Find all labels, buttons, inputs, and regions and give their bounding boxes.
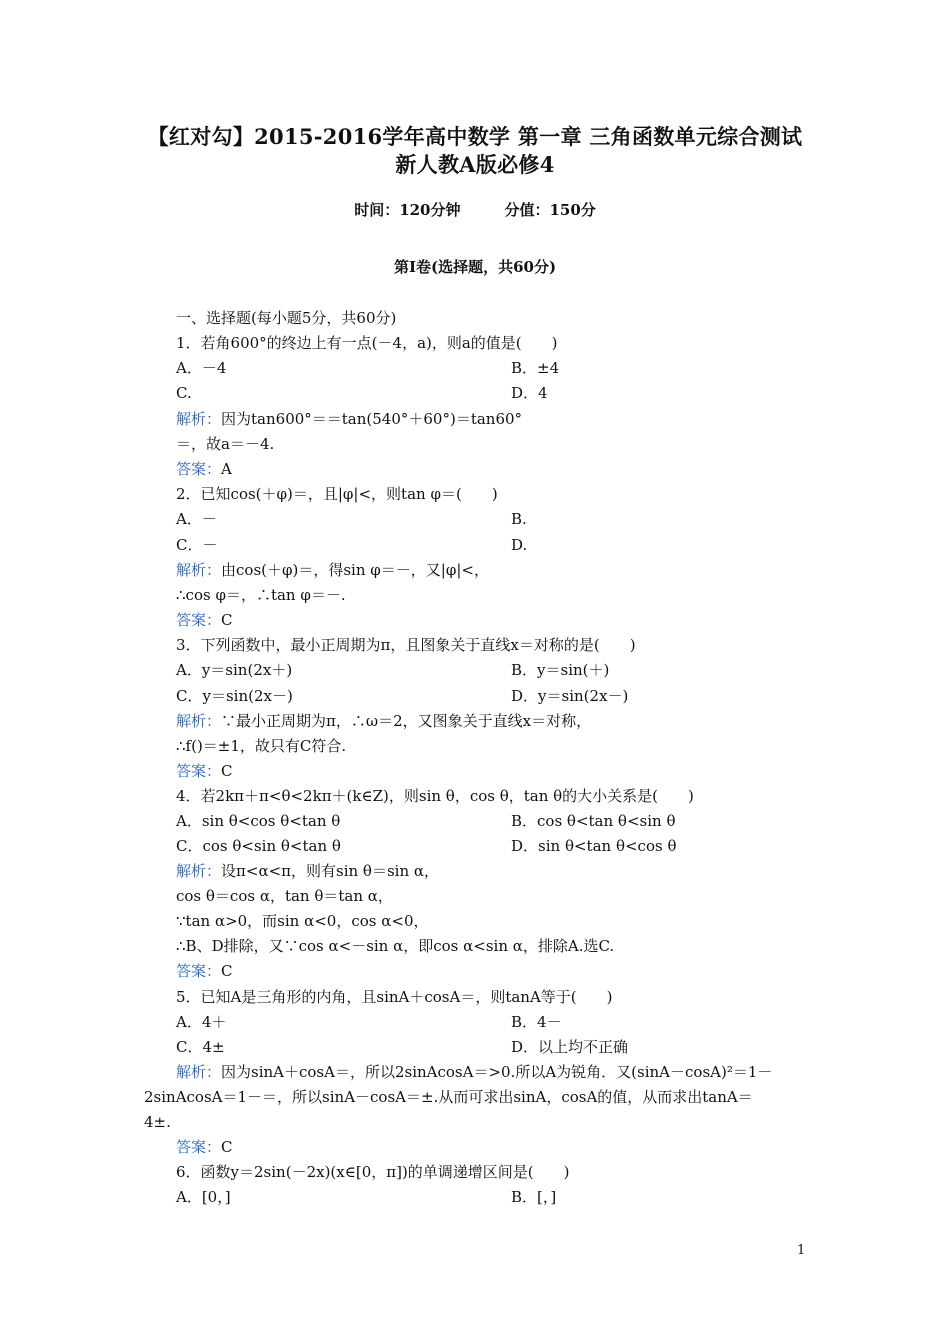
q3-analysis-text-1: ∵最小正周期为π，∴ω＝2，又图象关于直线x＝对称， xyxy=(221,712,592,730)
question-4: 4．若2kπ＋π<θ<2kπ＋(k∈Z)，则sin θ，cos θ，tan θ的大小关系是( ) xyxy=(176,787,694,805)
section-heading: 第Ⅰ卷(选择题，共60分) xyxy=(393,258,557,276)
question-6: 6．函数y＝2sin(－2x)(x∈[0，π])的单调递增区间是( ) xyxy=(176,1163,570,1181)
q1-analysis xyxy=(176,409,522,429)
analysis-label: 解析： xyxy=(176,561,222,579)
part-heading: 一、选择题(每小题5分，共60分) xyxy=(176,309,397,327)
q3-answer xyxy=(176,761,233,781)
q2-analysis-text-1: 由cos(＋φ)＝，得sin φ＝－，又|φ|<， xyxy=(221,561,489,579)
question-5: 5．已知A是三角形的内角，且sinA＋cosA＝，则tanA等于( ) xyxy=(176,988,613,1006)
q6-option-a: A．[0，] xyxy=(176,1188,231,1206)
question-3: 3．下列函数中，最小正周期为π，且图象关于直线x＝对称的是( ) xyxy=(176,636,636,654)
q5-analysis xyxy=(176,1062,772,1082)
q3-analysis xyxy=(176,711,591,731)
q4-answer-value: C xyxy=(221,962,233,980)
q5-option-b: B．4－ xyxy=(511,1013,562,1031)
q3-analysis-text-2: ∴f()＝±1，故只有C符合. xyxy=(176,737,347,755)
page-number: 1 xyxy=(797,1243,806,1258)
q1-answer-value: A xyxy=(221,460,232,478)
answer-label: 答案： xyxy=(176,460,222,478)
q3-option-d: D．y＝sin(2x－) xyxy=(511,687,629,705)
document-title-line-1: 【红对勾】2015-2016学年高中数学 第一章 三角函数单元综合测试 xyxy=(147,124,803,149)
q1-option-a: A．－4 xyxy=(176,359,227,377)
q3-option-b: B．y＝sin(＋) xyxy=(511,661,610,679)
q5-answer xyxy=(176,1137,233,1157)
exam-info xyxy=(0,199,950,220)
q4-answer xyxy=(176,961,233,981)
q3-option-a: A．y＝sin(2x＋) xyxy=(176,661,293,679)
q2-option-d: D. xyxy=(511,536,528,554)
q2-answer-value: C xyxy=(221,611,233,629)
q3-option-c: C．y＝sin(2x－) xyxy=(176,687,293,705)
q5-option-d: D．以上均不正确 xyxy=(511,1038,629,1056)
q4-option-d: D．sin θ<tan θ<cos θ xyxy=(511,837,677,855)
q2-option-a: A．－ xyxy=(176,510,217,528)
q5-option-a: A．4＋ xyxy=(176,1013,227,1031)
q1-option-b: B．±4 xyxy=(511,359,560,377)
analysis-label: 解析： xyxy=(176,862,222,880)
q1-analysis-text-2: ＝，故a＝－4. xyxy=(176,435,275,453)
q4-analysis-text-4: ∴B、D排除，又∵cos α<－sin α，即cos α<sin α，排除A.选C. xyxy=(176,937,615,955)
answer-label: 答案： xyxy=(176,1138,222,1156)
q4-analysis-text-2: cos θ＝cos α，tan θ＝tan α， xyxy=(176,887,393,905)
q4-option-b: B．cos θ<tan θ<sin θ xyxy=(511,812,676,830)
q4-analysis-text-3: ∵tan α>0，而sin α<0，cos α<0， xyxy=(176,912,429,930)
q2-option-b: B. xyxy=(511,510,527,528)
answer-label: 答案： xyxy=(176,962,222,980)
question-2: 2．已知cos(＋φ)＝，且|φ|<，则tan φ＝( ) xyxy=(176,485,498,503)
q3-answer-value: C xyxy=(221,762,233,780)
answer-label: 答案： xyxy=(176,762,222,780)
q5-analysis-text-3: 4±. xyxy=(144,1113,171,1131)
analysis-label: 解析： xyxy=(176,410,222,428)
analysis-label: 解析： xyxy=(176,1063,222,1081)
q5-option-c: C．4± xyxy=(176,1038,225,1056)
q1-option-d: D．4 xyxy=(511,384,548,402)
exam-time: 时间：120分钟 xyxy=(354,201,461,219)
q2-analysis xyxy=(176,560,489,580)
q1-analysis-text-1: 因为tan600°＝＝tan(540°＋60°)＝tan60° xyxy=(221,410,523,428)
exam-score: 分值：150分 xyxy=(504,201,596,219)
q2-analysis-text-2: ∴cos φ＝，∴tan φ＝－. xyxy=(176,586,346,604)
q4-analysis xyxy=(176,861,439,881)
q2-option-c: C．－ xyxy=(176,536,218,554)
q5-answer-value: C xyxy=(221,1138,233,1156)
q5-analysis-text-2: 2sinAcosA＝1－＝，所以sinA－cosA＝±.从而可求出sinA，cosA的值，从而求出tanA＝ xyxy=(144,1088,753,1106)
q1-answer xyxy=(176,459,232,479)
q4-option-c: C．cos θ<sin θ<tan θ xyxy=(176,837,341,855)
q4-option-a: A．sin θ<cos θ<tan θ xyxy=(176,812,341,830)
q5-analysis-text-1: 因为sinA＋cosA＝，所以2sinAcosA＝>0.所以A为锐角．又(sinA－cosA)²＝1－ xyxy=(221,1063,773,1081)
q4-analysis-text-1: 设π<α<π，则有sin θ＝sin α， xyxy=(221,862,440,880)
document-title-line-2: 新人教A版必修4 xyxy=(395,152,555,177)
q6-option-b: B．[，] xyxy=(511,1188,557,1206)
question-1: 1．若角600°的终边上有一点(－4，a)，则a的值是( ) xyxy=(176,334,558,352)
answer-label: 答案： xyxy=(176,611,222,629)
analysis-label: 解析： xyxy=(176,712,222,730)
q1-option-c: C. xyxy=(176,384,192,402)
q2-answer xyxy=(176,610,233,630)
